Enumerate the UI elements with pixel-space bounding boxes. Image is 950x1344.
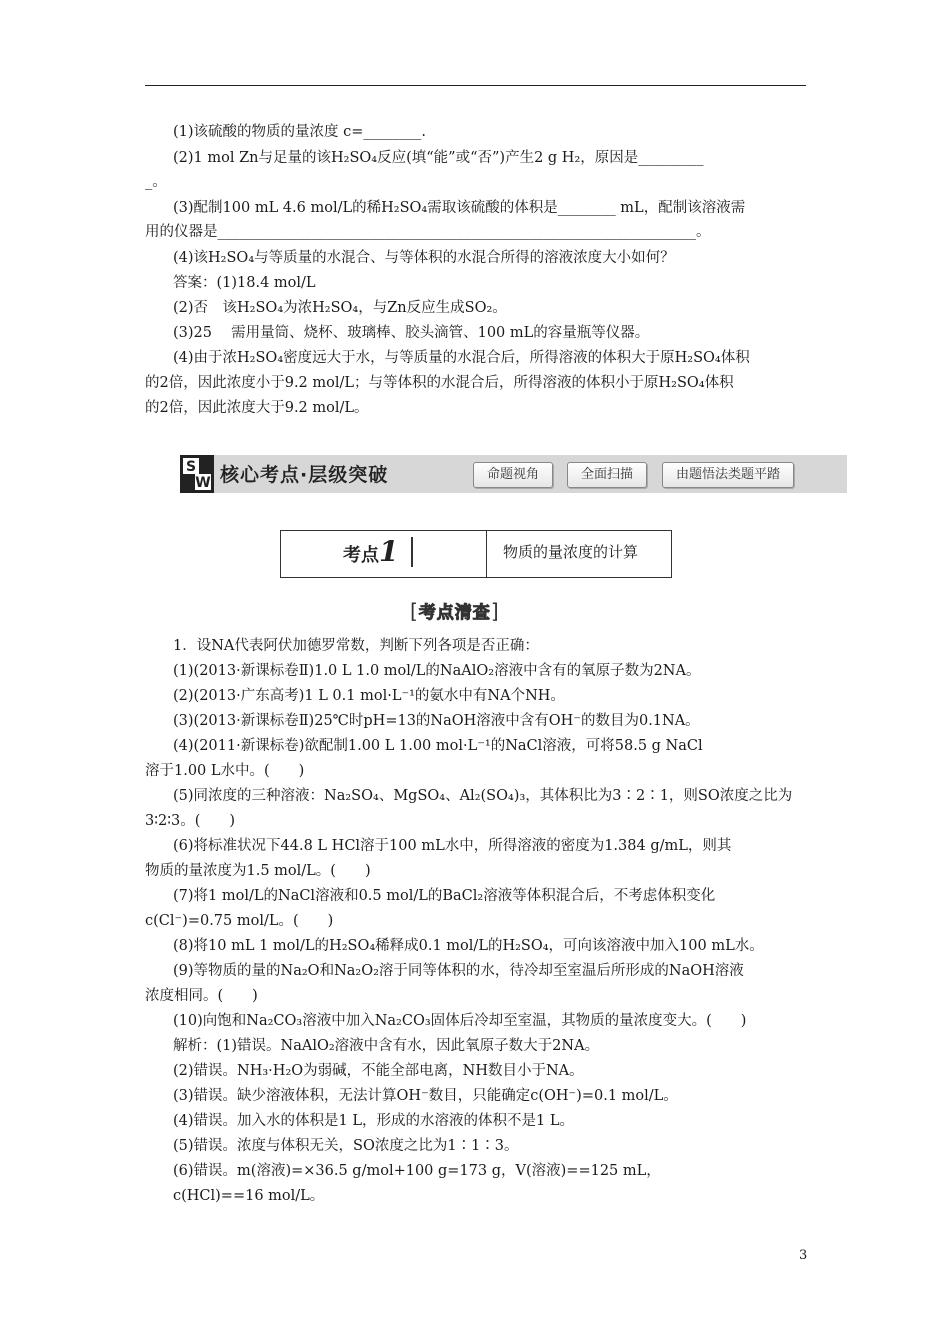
sw-logo-icon — [180, 455, 214, 493]
banner-title: 核心考点·层级突破 — [220, 464, 389, 486]
analysis-6-cont: c(HCl)==16 mol/L。 — [173, 1188, 325, 1204]
item-10: (10)向饱和Na₂CO₃溶液中加入Na₂CO₃固体后冷却至室温，其物质的量浓度变大。( ) — [173, 1013, 747, 1029]
kaodian-number: 1 — [379, 535, 399, 568]
tag-youti[interactable]: 由题悟法类题平踏 — [662, 462, 794, 488]
svg-text:S: S — [185, 459, 197, 475]
analysis-5: (5)错误。浓度与体积无关，SO浓度之比为1∶1∶3。 — [173, 1138, 519, 1154]
item-5: (5)同浓度的三种溶液：Na₂SO₄、MgSO₄、Al₂(SO₄)₃，其体积比为3∶2∶1，则SO浓度之比为 — [173, 788, 793, 804]
analysis-6: (6)错误。m(溶液)=×36.5 g/mol+100 g=173 g，V(溶液)==125 mL， — [173, 1163, 661, 1179]
answer-4-cont-1: 的2倍，因此浓度小于9.2 mol/L；与等体积的水混合后，所得溶液的体积小于原H₂SO₄体积 — [145, 375, 734, 391]
tag-quanmian[interactable]: 全面扫描 — [567, 462, 647, 488]
item-6-cont: 物质的量浓度为1.5 mol/L。( ) — [145, 863, 371, 879]
kaodian-label-cell — [281, 531, 487, 577]
problem-intro: 1．设NA代表阿伏加德罗常数，判断下列各项是否正确： — [173, 638, 539, 654]
header-rule — [145, 85, 806, 86]
item-8: (8)将10 mL 1 mol/L的H₂SO₄稀释成0.1 mol/L的H₂SO₄，可向该溶液中加入100 mL水。 — [173, 938, 764, 954]
section-banner — [180, 455, 847, 493]
answer-4-cont-2: 的2倍，因此浓度大于9.2 mol/L。 — [145, 400, 369, 416]
qingcha-heading: [考点清查] — [410, 599, 500, 623]
question-2: (2)1 mol Zn与足量的该H₂SO₄反应(填“能”或“否”)产生2 g H₂，原因是_________ — [173, 150, 704, 166]
question-3-cont: 用的仪器是__________________________________________________________________。 — [145, 224, 711, 240]
item-7-cont: c(Cl⁻)=0.75 mol/L。( ) — [145, 913, 334, 929]
item-4-cont: 溶于1.00 L水中。( ) — [145, 763, 305, 779]
svg-text:W: W — [195, 475, 211, 491]
item-9-cont: 浓度相同。( ) — [145, 988, 258, 1004]
question-3: (3)配制100 mL 4.6 mol/L的稀H₂SO₄需取该硫酸的体积是________ mL，配制该溶液需 — [173, 200, 746, 216]
analysis-3: (3)错误。缺少溶液体积，无法计算OH⁻数目，只能确定c(OH⁻)=0.1 mol/L。 — [173, 1088, 678, 1104]
kaodian-label — [343, 535, 398, 568]
page-number: 3 — [799, 1248, 808, 1263]
answer-3: (3)25 需用量筒、烧杯、玻璃棒、胶头滴管、100 mL的容量瓶等仪器。 — [173, 325, 650, 341]
analysis-2: (2)错误。NH₃·H₂O为弱碱，不能全部电离，NH数目小于NA。 — [173, 1063, 584, 1079]
question-4: (4)该H₂SO₄与等质量的水混合、与等体积的水混合所得的溶液浓度大小如何？ — [173, 250, 675, 266]
kaodian-divider — [411, 537, 413, 567]
kaodian-topic: 物质的量浓度的计算 — [503, 543, 639, 561]
kaodian-box — [280, 530, 672, 578]
analysis-1: 解析：(1)错误。NaAlO₂溶液中含有水，因此氧原子数大于2NA。 — [173, 1038, 600, 1054]
question-2-cont: _。 — [145, 174, 167, 190]
item-6: (6)将标准状况下44.8 L HCl溶于100 mL水中，所得溶液的密度为1.384 g/mL，则其 — [173, 838, 732, 854]
answer-2: (2)否 该H₂SO₄为浓H₂SO₄，与Zn反应生成SO₂。 — [173, 300, 507, 316]
item-3: (3)(2013·新课标卷Ⅱ)25℃时pH=13的NaOH溶液中含有OH⁻的数目为0.1NA。 — [173, 713, 700, 729]
item-4: (4)(2011·新课标卷)欲配制1.00 L 1.00 mol·L⁻¹的NaCl溶液，可将58.5 g NaCl — [173, 738, 703, 754]
item-1: (1)(2013·新课标卷Ⅱ)1.0 L 1.0 mol/L的NaAlO₂溶液中含有的氧原子数为2NA。 — [173, 663, 701, 679]
answer-1: 答案：(1)18.4 mol/L — [173, 275, 316, 291]
analysis-4: (4)错误。加入水的体积是1 L，形成的水溶液的体积不是1 L。 — [173, 1113, 574, 1129]
question-1: (1)该硫酸的物质的量浓度 c=________. — [173, 124, 427, 140]
item-2: (2)(2013·广东高考)1 L 0.1 mol·L⁻¹的氨水中有NA个NH。 — [173, 688, 565, 704]
qingcha-text: 考点清查 — [418, 603, 491, 623]
item-9: (9)等物质的量的Na₂O和Na₂O₂溶于同等体积的水，待冷却至室温后所形成的NaOH溶液 — [173, 963, 744, 979]
tag-mingti[interactable]: 命题视角 — [473, 462, 553, 488]
item-5-cont: 3∶2∶3。( ) — [145, 813, 236, 829]
kaodian-text: 考点 — [343, 545, 379, 566]
item-7: (7)将1 mol/L的NaCl溶液和0.5 mol/L的BaCl₂溶液等体积混合后，不考虑体积变化 — [173, 888, 716, 904]
answer-4: (4)由于浓H₂SO₄密度远大于水，与等质量的水混合后，所得溶液的体积大于原H₂SO₄体积 — [173, 350, 750, 366]
